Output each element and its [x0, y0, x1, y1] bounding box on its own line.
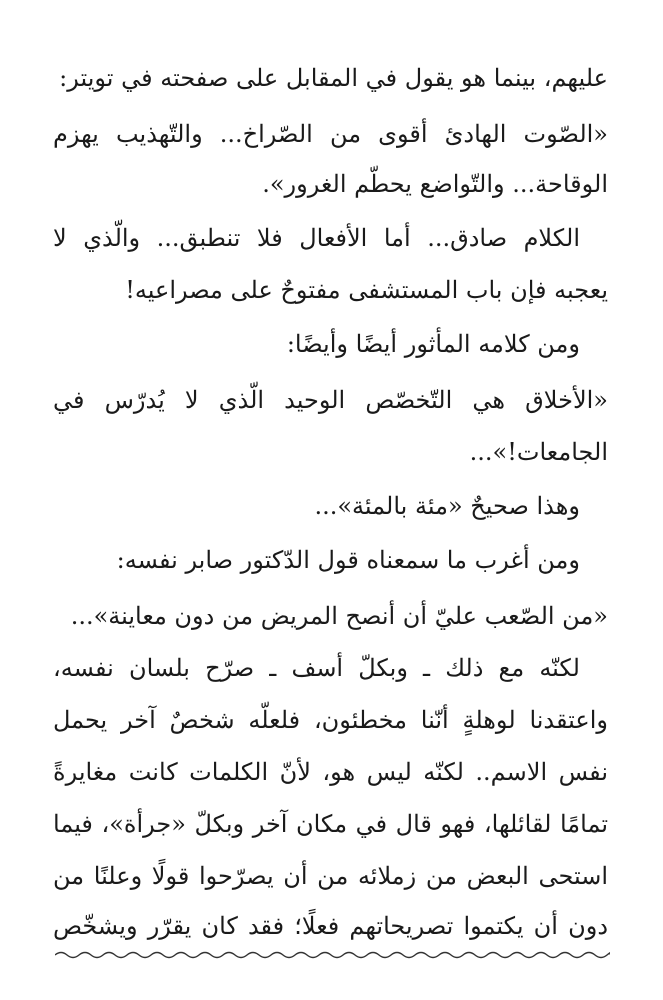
text-line-1: عليهم، بينما هو يقول في المقابل على صفحته في تويتر:: [59, 64, 608, 92]
text-line-2: «الصّوت الهادئ أقوى من الصّراخ... والتّهذيب يهزم: [53, 120, 608, 148]
text-line-9: وهذا صحيحٌ «مئة بالمئة»...: [314, 492, 580, 520]
text-line-12: لكنّه مع ذلك ـ وبكلّ أسف ـ صرّح بلسان نفسه،: [53, 654, 580, 682]
text-line-5: يعجبه فإن باب المستشفى مفتوحٌ على مصراعيه!: [125, 276, 608, 304]
text-line-4: الكلام صادق... أما الأفعال فلا تنطبق... والّذي لا: [53, 224, 580, 252]
text-line-11: «من الصّعب عليّ أن أنصح المريض من دون معاينة»...: [70, 602, 608, 630]
text-line-13: واعتقدنا لوهلةٍ أنّنا مخطئون، فلعلّه شخصٌ آخر يحمل: [53, 706, 608, 734]
text-line-17: دون أن يكتموا تصريحاتهم فعلًا؛ فقد كان يقرّر ويشخّص: [53, 912, 608, 940]
wavy-divider: [55, 948, 610, 962]
text-line-3: الوقاحة... والتّواضع يحطّم الغرور».: [262, 170, 608, 198]
text-line-15: تمامًا لقائلها، فهو قال في مكان آخر وبكلّ «جرأة»، فيما: [53, 810, 608, 838]
text-line-10: ومن أغرب ما سمعناه قول الدّكتور صابر نفسه:: [116, 546, 580, 574]
text-line-6: ومن كلامه المأثور أيضًا وأيضًا:: [286, 330, 580, 358]
text-line-14: نفس الاسم.. لكنّه ليس هو، لأنّ الكلمات كانت مغايرةً: [53, 758, 608, 786]
text-line-8: الجامعات!»...: [469, 438, 608, 466]
text-line-7: «الأخلاق هي التّخصّص الوحيد الّذي لا يُدرّس في: [53, 386, 608, 414]
text-line-16: استحى البعض من زملائه من أن يصرّحوا قولًا وعلنًا من: [53, 862, 608, 890]
